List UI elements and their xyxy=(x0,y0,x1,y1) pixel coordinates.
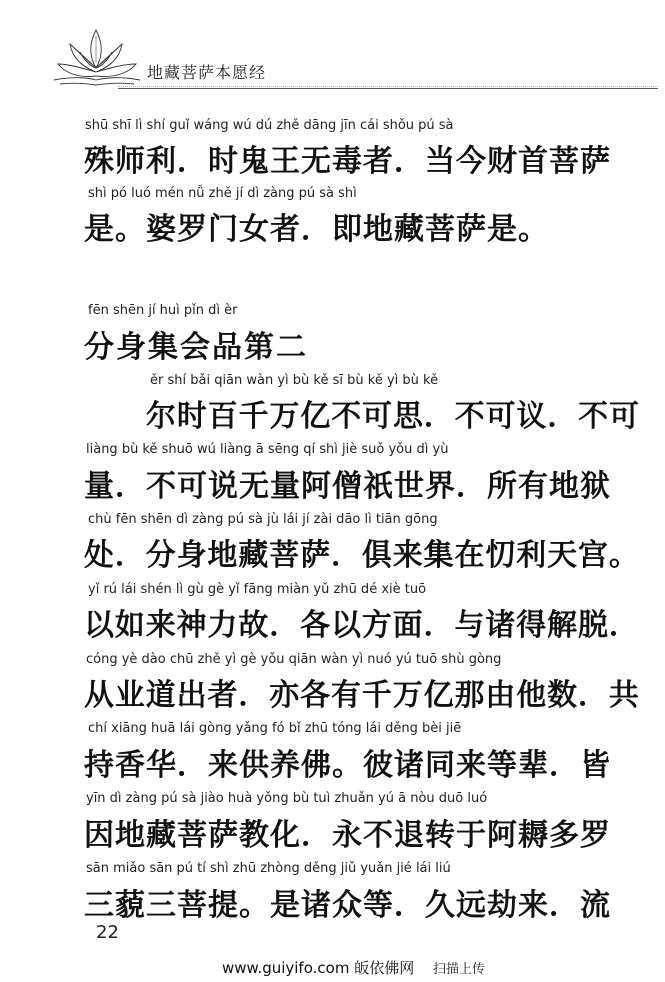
hanzi-line-8: 从业道出者．亦各有千万亿那由他数．共 xyxy=(84,678,640,713)
pinyin-line-4: ěr shí bǎi qiān wàn yì bù kě sī bù kě yì bù kě xyxy=(150,373,439,388)
pinyin-line-5: liàng bù kě shuō wú liàng ā sēng qí shì jiè suǒ yǒu dì yù xyxy=(86,442,449,457)
section-title-pinyin: fēn shēn jí huì pǐn dì èr xyxy=(88,303,238,318)
scan-upload-tag: 扫描上传 xyxy=(432,962,485,977)
hanzi-line-7: 以如来神力故．各以方面．与诸得解脱． xyxy=(84,608,640,643)
pinyin-line-9: chí xiāng huā lái gòng yǎng fó bǐ zhū tóng lái děng bèi jiē xyxy=(88,721,462,736)
pinyin-line-7: yǐ rú lái shén lì gù gè yǐ fāng miàn yǔ zhū dé xiè tuō xyxy=(88,582,427,597)
page-number: 22 xyxy=(96,922,119,943)
scan-footer xyxy=(222,957,485,978)
section-title: 分身集会品第二 xyxy=(84,330,308,365)
pinyin-line-10: yīn dì zàng pú sà jiào huà yǒng bù tuì zhuǎn yú ā nòu duō luó xyxy=(86,791,488,806)
pinyin-line-6: chù fēn shēn dì zàng pú sà jù lái jí zài dāo lì tiān gōng xyxy=(88,512,438,527)
pinyin-line-11: sān miǎo sān pú tí shì zhū zhòng děng jiǔ yuǎn jié lái liú xyxy=(86,861,451,876)
pinyin-line-1: shū shī lì shí guǐ wáng wú dú zhě dāng jīn cái shǒu pú sà xyxy=(85,118,454,133)
hanzi-line-4: 尔时百千万亿不可思．不可议．不可 xyxy=(146,399,641,434)
hanzi-line-6: 处．分身地藏菩萨．俱来集在忉利天宫。 xyxy=(84,538,640,573)
pinyin-line-2: shì pó luó mén nǚ zhě jí dì zàng pú sà shì xyxy=(88,186,357,201)
hanzi-line-5: 量．不可说无量阿僧祇世界．所有地狱 xyxy=(84,469,611,504)
hanzi-line-2: 是。婆罗门女者．即地藏菩萨是。 xyxy=(84,212,549,247)
hanzi-line-9: 持香华．来供养佛。彼诸同来等辈．皆 xyxy=(84,748,611,783)
hanzi-line-11: 三藐三菩提。是诸众等．久远劫来．流 xyxy=(84,888,611,923)
pinyin-line-8: cóng yè dào chū zhě yì gè yǒu qiān wàn yì nuó yú tuō shù gòng xyxy=(86,652,502,667)
hanzi-line-10: 因地藏菩萨教化．永不退转于阿耨多罗 xyxy=(84,818,611,853)
website-credit: www.guiyifo.com 皈依佛网 xyxy=(222,959,415,977)
hanzi-line-1: 殊师利．时鬼王无毒者．当今财首菩萨 xyxy=(84,144,611,179)
book-title: 地藏菩萨本愿经 xyxy=(147,63,267,82)
